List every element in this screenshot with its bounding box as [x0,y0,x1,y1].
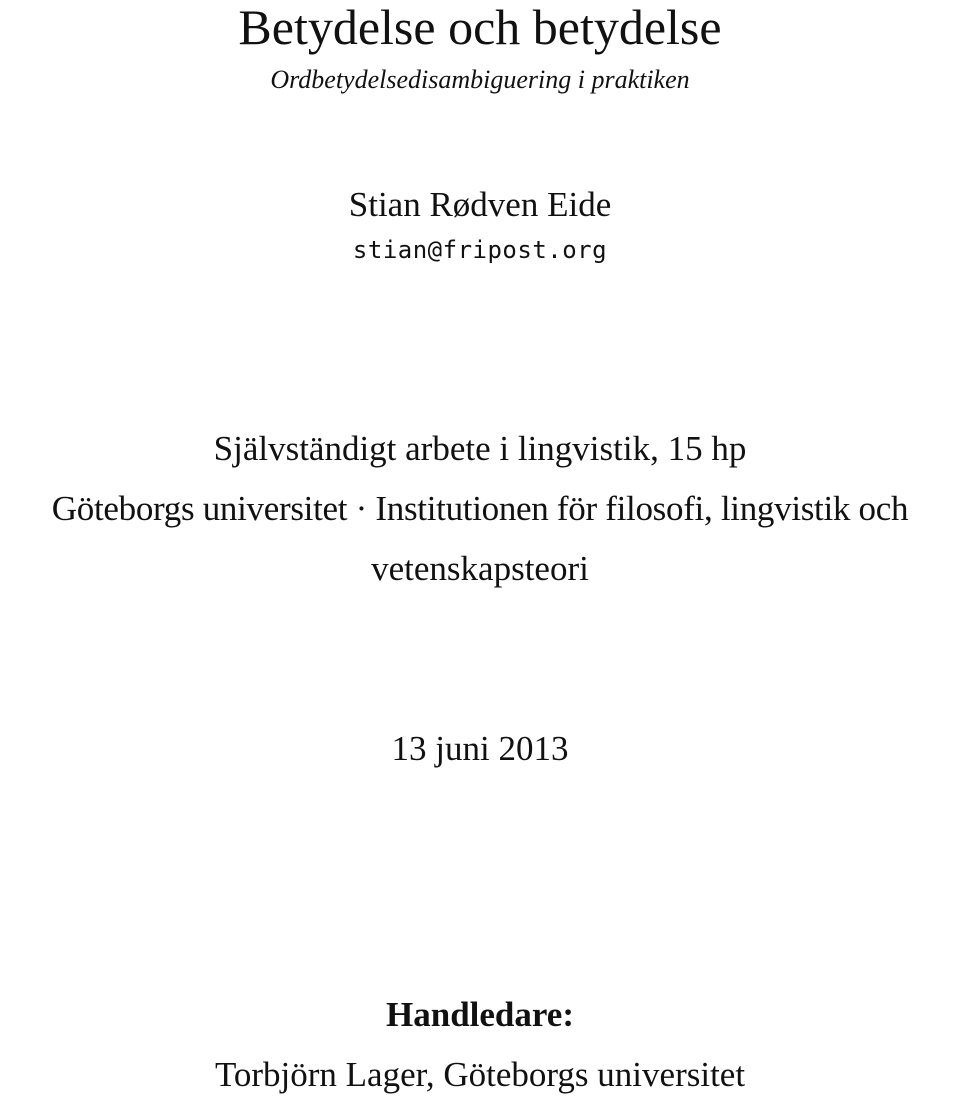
document-subtitle: Ordbetydelsedisambiguering i praktiken [270,65,690,94]
document-title: Betydelse och betydelse [238,0,722,55]
course-description: Självständigt arbete i lingvistik, 15 hp [213,429,747,468]
supervisor-name: Torbjörn Lager, Göteborgs universitet [214,1055,746,1094]
author-email: stian@fripost.org [352,236,608,264]
document-date: 13 juni 2013 [391,729,569,768]
supervisor-label: Handledare: [386,995,574,1034]
affiliation-line-1: Göteborgs universitet · Institutionen för filosofi, lingvistik och [51,489,909,528]
author-name: Stian Rødven Eide [348,185,612,224]
affiliation-line-2: vetenskapsteori [371,549,589,588]
